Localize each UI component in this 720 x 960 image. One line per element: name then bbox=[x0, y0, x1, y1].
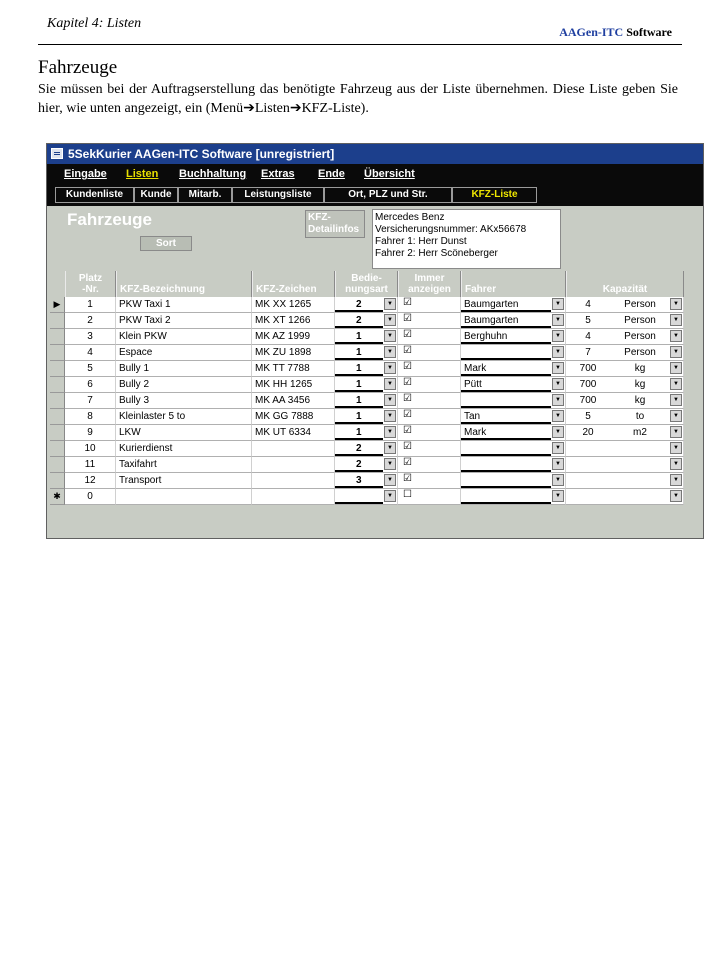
cell-kennzeichen[interactable] bbox=[252, 473, 335, 489]
chevron-down-icon[interactable]: ▼ bbox=[552, 458, 564, 470]
table-row[interactable] bbox=[50, 441, 698, 457]
einheit-value: kg bbox=[634, 363, 646, 374]
cell-fahrer[interactable] bbox=[461, 425, 566, 441]
select-underline bbox=[461, 358, 551, 360]
einheit-value: Person bbox=[624, 299, 656, 310]
select-underline bbox=[461, 486, 551, 488]
chevron-down-icon[interactable]: ▼ bbox=[670, 410, 682, 422]
chevron-down-icon[interactable]: ▼ bbox=[384, 314, 396, 326]
fahrer-value: Mark bbox=[464, 427, 487, 438]
cell-immer-anzeigen[interactable] bbox=[398, 473, 461, 489]
checkbox-checked-icon[interactable]: ☑ bbox=[403, 329, 412, 340]
sort-button[interactable]: Sort bbox=[140, 236, 192, 251]
select-underline bbox=[335, 374, 383, 376]
chevron-down-icon[interactable]: ▼ bbox=[670, 394, 682, 406]
select-underline bbox=[461, 374, 551, 376]
select-underline bbox=[461, 326, 551, 328]
row-selector[interactable] bbox=[50, 377, 65, 393]
cell-kennzeichen[interactable] bbox=[252, 441, 335, 457]
cell-kapazitaet[interactable] bbox=[566, 409, 684, 425]
chevron-down-icon[interactable]: ▼ bbox=[670, 474, 682, 486]
bedienungsart-value: 1 bbox=[356, 347, 362, 358]
vehicle-grid bbox=[50, 297, 698, 505]
row-selector[interactable] bbox=[50, 393, 65, 409]
cell-kennzeichen[interactable]: MK XX 1265 bbox=[252, 297, 335, 313]
checkbox-checked-icon[interactable]: ☑ bbox=[403, 377, 412, 388]
window-title: 5SekKurier AAGen-ITC Software [unregistriert] bbox=[68, 147, 335, 161]
bedienungsart-value: 1 bbox=[356, 331, 362, 342]
detail-line: Fahrer 2: Herr Scöneberger bbox=[375, 248, 498, 259]
chevron-down-icon[interactable]: ▼ bbox=[384, 362, 396, 374]
cell-fahrer[interactable] bbox=[461, 489, 566, 505]
cell-bezeichnung[interactable]: PKW Taxi 1 bbox=[116, 297, 252, 313]
cell-immer-anzeigen[interactable] bbox=[398, 425, 461, 441]
cell-kapazitaet[interactable] bbox=[566, 441, 684, 457]
cell-platz[interactable]: 12 bbox=[65, 473, 116, 489]
cell-bedienungsart[interactable] bbox=[335, 329, 398, 345]
cell-bedienungsart[interactable] bbox=[335, 409, 398, 425]
cell-platz[interactable]: 8 bbox=[65, 409, 116, 425]
cell-platz[interactable]: 0 bbox=[65, 489, 116, 505]
bedienungsart-value: 3 bbox=[356, 475, 362, 486]
cell-kennzeichen[interactable]: MK XT 1266 bbox=[252, 313, 335, 329]
chevron-down-icon[interactable]: ▼ bbox=[670, 362, 682, 374]
cell-platz[interactable]: 11 bbox=[65, 457, 116, 473]
fahrer-value: Mark bbox=[464, 363, 487, 374]
chevron-down-icon[interactable]: ▼ bbox=[384, 410, 396, 422]
cell-fahrer[interactable] bbox=[461, 473, 566, 489]
cell-immer-anzeigen[interactable] bbox=[398, 361, 461, 377]
cell-bezeichnung[interactable]: Taxifahrt bbox=[116, 457, 252, 473]
select-underline bbox=[335, 358, 383, 360]
cell-bezeichnung[interactable]: Klein PKW bbox=[116, 329, 252, 345]
column-header-4[interactable]: Immer anzeigen bbox=[398, 271, 461, 297]
checkbox-checked-icon[interactable]: ☑ bbox=[403, 425, 412, 436]
menu-0[interactable]: Eingabe bbox=[64, 168, 107, 180]
column-header-1[interactable]: KFZ-Bezeichnung bbox=[116, 271, 252, 297]
cell-kapazitaet[interactable] bbox=[566, 489, 684, 505]
table-row[interactable] bbox=[50, 425, 698, 441]
cell-platz[interactable]: 1 bbox=[65, 297, 116, 313]
app-icon[interactable] bbox=[51, 148, 63, 159]
tab-5[interactable]: KFZ-Liste bbox=[452, 187, 537, 203]
kapazitaet-value: 5 bbox=[585, 411, 591, 422]
menu-5[interactable]: Übersicht bbox=[364, 168, 415, 180]
chevron-down-icon[interactable]: ▼ bbox=[552, 314, 564, 326]
cell-kapazitaet[interactable] bbox=[566, 393, 684, 409]
einheit-value: Person bbox=[624, 315, 656, 326]
kapazitaet-value: 4 bbox=[585, 331, 591, 342]
cell-kapazitaet[interactable] bbox=[566, 313, 684, 329]
chevron-down-icon[interactable]: ▼ bbox=[670, 314, 682, 326]
tab-0[interactable]: Kundenliste bbox=[55, 187, 134, 203]
kfz-form bbox=[47, 206, 703, 538]
fahrer-value: Baumgarten bbox=[464, 315, 519, 326]
kapazitaet-value: 700 bbox=[579, 379, 597, 390]
cell-platz[interactable]: 6 bbox=[65, 377, 116, 393]
cell-immer-anzeigen[interactable] bbox=[398, 345, 461, 361]
select-underline bbox=[335, 454, 383, 456]
row-selector[interactable] bbox=[50, 345, 65, 361]
chevron-down-icon[interactable]: ▼ bbox=[384, 330, 396, 342]
cell-immer-anzeigen[interactable] bbox=[398, 457, 461, 473]
table-row[interactable] bbox=[50, 393, 698, 409]
intro-paragraph bbox=[38, 80, 678, 118]
cell-bedienungsart[interactable] bbox=[335, 425, 398, 441]
brand-name: AAGen-ITC bbox=[559, 25, 624, 39]
row-selector[interactable]: ✱ bbox=[50, 489, 65, 505]
brand-software: Software bbox=[626, 25, 672, 39]
chapter-header: Kapitel 4: Listen bbox=[47, 16, 142, 31]
section-title: Fahrzeuge bbox=[38, 57, 118, 78]
row-selector[interactable] bbox=[50, 329, 65, 345]
chevron-down-icon[interactable]: ▼ bbox=[552, 442, 564, 454]
cell-fahrer[interactable] bbox=[461, 345, 566, 361]
chevron-down-icon[interactable]: ▼ bbox=[670, 490, 682, 502]
row-selector[interactable] bbox=[50, 361, 65, 377]
kapazitaet-value: 5 bbox=[585, 315, 591, 326]
bedienungsart-value: 2 bbox=[356, 315, 362, 326]
cell-bedienungsart[interactable] bbox=[335, 377, 398, 393]
fahrer-value: Baumgarten bbox=[464, 299, 519, 310]
column-header-2[interactable]: KFZ-Zeichen bbox=[252, 271, 335, 297]
column-header-0[interactable]: Platz -Nr. bbox=[65, 271, 116, 297]
select-underline bbox=[461, 422, 551, 424]
table-row[interactable] bbox=[50, 409, 698, 425]
checkbox-checked-icon[interactable]: ☑ bbox=[403, 409, 412, 420]
cell-kapazitaet[interactable] bbox=[566, 377, 684, 393]
row-selector[interactable]: ▶ bbox=[50, 297, 65, 313]
fahrer-value: Pütt bbox=[464, 379, 482, 390]
chevron-down-icon[interactable]: ▼ bbox=[552, 394, 564, 406]
cell-platz[interactable]: 10 bbox=[65, 441, 116, 457]
kapazitaet-value: 4 bbox=[585, 299, 591, 310]
cell-fahrer[interactable] bbox=[461, 441, 566, 457]
select-underline bbox=[335, 470, 383, 472]
window-titlebar[interactable] bbox=[47, 144, 703, 164]
einheit-value: kg bbox=[634, 395, 646, 406]
table-row[interactable] bbox=[50, 377, 698, 393]
chevron-down-icon[interactable]: ▼ bbox=[384, 458, 396, 470]
einheit-value: Person bbox=[624, 331, 656, 342]
fahrer-value: Berghuhn bbox=[464, 331, 508, 342]
cell-bezeichnung[interactable]: LKW bbox=[116, 425, 252, 441]
cell-kapazitaet[interactable] bbox=[566, 425, 684, 441]
cell-bedienungsart[interactable] bbox=[335, 489, 398, 505]
arrow-right-icon: ➔ bbox=[289, 101, 302, 116]
chevron-down-icon[interactable]: ▼ bbox=[552, 426, 564, 438]
cell-immer-anzeigen[interactable] bbox=[398, 441, 461, 457]
menu-4[interactable]: Ende bbox=[318, 168, 345, 180]
cell-bedienungsart[interactable] bbox=[335, 361, 398, 377]
bedienungsart-value: 1 bbox=[356, 411, 362, 422]
detail-info-box[interactable] bbox=[372, 209, 561, 269]
row-selector[interactable] bbox=[50, 409, 65, 425]
cell-bedienungsart[interactable] bbox=[335, 345, 398, 361]
chevron-down-icon[interactable]: ▼ bbox=[552, 362, 564, 374]
select-underline bbox=[335, 326, 383, 328]
tab-3[interactable]: Leistungsliste bbox=[232, 187, 324, 203]
select-underline bbox=[335, 406, 383, 408]
detail-line: Mercedes Benz bbox=[375, 212, 445, 223]
cell-bezeichnung[interactable]: Transport bbox=[116, 473, 252, 489]
chevron-down-icon[interactable]: ▼ bbox=[670, 330, 682, 342]
chevron-down-icon[interactable]: ▼ bbox=[384, 394, 396, 406]
select-underline bbox=[461, 438, 551, 440]
cell-kennzeichen[interactable]: MK ZU 1898 bbox=[252, 345, 335, 361]
cell-platz[interactable]: 9 bbox=[65, 425, 116, 441]
select-underline bbox=[335, 390, 383, 392]
app-window bbox=[46, 143, 704, 539]
chevron-down-icon[interactable]: ▼ bbox=[384, 378, 396, 390]
cell-kennzeichen[interactable] bbox=[252, 457, 335, 473]
cell-fahrer[interactable] bbox=[461, 361, 566, 377]
cell-bezeichnung[interactable]: Bully 3 bbox=[116, 393, 252, 409]
cell-kapazitaet[interactable] bbox=[566, 361, 684, 377]
cell-platz[interactable]: 7 bbox=[65, 393, 116, 409]
chevron-down-icon[interactable]: ▼ bbox=[552, 378, 564, 390]
fahrer-value: Tan bbox=[464, 411, 481, 422]
checkbox-checked-icon[interactable]: ☑ bbox=[403, 457, 412, 468]
chevron-down-icon[interactable]: ▼ bbox=[384, 346, 396, 358]
detail-line: Versicherungsnummer: AKx56678 bbox=[375, 224, 527, 235]
cell-fahrer[interactable] bbox=[461, 329, 566, 345]
cell-fahrer[interactable] bbox=[461, 409, 566, 425]
select-underline bbox=[461, 342, 551, 344]
chevron-down-icon[interactable]: ▼ bbox=[552, 410, 564, 422]
column-header-6[interactable]: Kapazität bbox=[566, 271, 684, 297]
chevron-down-icon[interactable]: ▼ bbox=[670, 426, 682, 438]
cell-immer-anzeigen[interactable] bbox=[398, 393, 461, 409]
select-underline bbox=[461, 502, 551, 504]
chevron-down-icon[interactable]: ▼ bbox=[552, 490, 564, 502]
select-underline bbox=[335, 486, 383, 488]
cell-bezeichnung[interactable] bbox=[116, 489, 252, 505]
tab-2[interactable]: Mitarb. bbox=[178, 187, 232, 203]
cell-kennzeichen[interactable]: MK TT 7788 bbox=[252, 361, 335, 377]
cell-immer-anzeigen[interactable] bbox=[398, 489, 461, 505]
form-title: Fahrzeuge bbox=[67, 210, 153, 229]
select-underline bbox=[335, 422, 383, 424]
checkbox-checked-icon[interactable]: ☑ bbox=[403, 473, 412, 484]
checkbox-checked-icon[interactable]: ☑ bbox=[403, 441, 412, 452]
bedienungsart-value: 1 bbox=[356, 395, 362, 406]
cell-immer-anzeigen[interactable] bbox=[398, 297, 461, 313]
checkbox-empty-icon[interactable]: ☐ bbox=[403, 489, 412, 500]
table-row[interactable] bbox=[50, 345, 698, 361]
chevron-down-icon[interactable]: ▼ bbox=[384, 490, 396, 502]
kapazitaet-value: 20 bbox=[582, 427, 594, 438]
menu-3[interactable]: Extras bbox=[261, 168, 295, 180]
cell-immer-anzeigen[interactable] bbox=[398, 329, 461, 345]
cell-bezeichnung[interactable]: Bully 1 bbox=[116, 361, 252, 377]
cell-bezeichnung[interactable]: Kurierdienst bbox=[116, 441, 252, 457]
bedienungsart-value: 2 bbox=[356, 443, 362, 454]
kapazitaet-value: 700 bbox=[579, 363, 597, 374]
cell-kennzeichen[interactable]: MK AZ 1999 bbox=[252, 329, 335, 345]
cell-immer-anzeigen[interactable] bbox=[398, 409, 461, 425]
column-header-5[interactable]: Fahrer bbox=[461, 271, 566, 297]
header-divider bbox=[38, 44, 682, 45]
cell-bedienungsart[interactable] bbox=[335, 473, 398, 489]
menu-2[interactable]: Buchhaltung bbox=[179, 168, 247, 180]
select-underline bbox=[335, 502, 383, 504]
checkbox-checked-icon[interactable]: ☑ bbox=[403, 297, 412, 308]
cell-fahrer[interactable] bbox=[461, 313, 566, 329]
table-row[interactable] bbox=[50, 361, 698, 377]
chevron-down-icon[interactable]: ▼ bbox=[384, 298, 396, 310]
cell-bezeichnung[interactable]: Bully 2 bbox=[116, 377, 252, 393]
chevron-down-icon[interactable]: ▼ bbox=[552, 346, 564, 358]
cell-kapazitaet[interactable] bbox=[566, 329, 684, 345]
cell-platz[interactable]: 5 bbox=[65, 361, 116, 377]
cell-bedienungsart[interactable] bbox=[335, 457, 398, 473]
cell-bezeichnung[interactable]: Kleinlaster 5 to bbox=[116, 409, 252, 425]
cell-kennzeichen[interactable]: MK UT 6334 bbox=[252, 425, 335, 441]
table-row[interactable] bbox=[50, 473, 698, 489]
einheit-value: Person bbox=[624, 347, 656, 358]
chevron-down-icon[interactable]: ▼ bbox=[384, 474, 396, 486]
cell-platz[interactable]: 2 bbox=[65, 313, 116, 329]
cell-fahrer[interactable] bbox=[461, 297, 566, 313]
bedienungsart-value: 2 bbox=[356, 299, 362, 310]
cell-bezeichnung[interactable]: Espace bbox=[116, 345, 252, 361]
detail-line: Fahrer 1: Herr Dunst bbox=[375, 236, 467, 247]
cell-bedienungsart[interactable] bbox=[335, 313, 398, 329]
table-row[interactable] bbox=[50, 313, 698, 329]
table-row[interactable] bbox=[50, 297, 698, 313]
checkbox-checked-icon[interactable]: ☑ bbox=[403, 313, 412, 324]
einheit-value: m2 bbox=[633, 427, 647, 438]
einheit-value: to bbox=[635, 411, 645, 422]
cell-immer-anzeigen[interactable] bbox=[398, 313, 461, 329]
cell-kennzeichen[interactable]: MK AA 3456 bbox=[252, 393, 335, 409]
cell-bezeichnung[interactable]: PKW Taxi 2 bbox=[116, 313, 252, 329]
select-underline bbox=[335, 310, 383, 312]
cell-bedienungsart[interactable] bbox=[335, 297, 398, 313]
select-underline bbox=[461, 454, 551, 456]
brand-header bbox=[559, 25, 672, 40]
row-selector[interactable] bbox=[50, 457, 65, 473]
row-selector[interactable] bbox=[50, 425, 65, 441]
para-menu-kfz: KFZ-Liste). bbox=[301, 101, 369, 116]
tab-4[interactable]: Ort, PLZ und Str. bbox=[324, 187, 452, 203]
cell-platz[interactable]: 4 bbox=[65, 345, 116, 361]
cell-kennzeichen[interactable]: MK GG 7888 bbox=[252, 409, 335, 425]
row-selector[interactable] bbox=[50, 473, 65, 489]
table-row[interactable] bbox=[50, 457, 698, 473]
cell-immer-anzeigen[interactable] bbox=[398, 377, 461, 393]
cell-kapazitaet[interactable] bbox=[566, 297, 684, 313]
cell-kapazitaet[interactable] bbox=[566, 473, 684, 489]
arrow-right-icon: ➔ bbox=[243, 101, 255, 116]
bedienungsart-value: 2 bbox=[356, 459, 362, 470]
row-selector[interactable] bbox=[50, 313, 65, 329]
chevron-down-icon[interactable]: ▼ bbox=[670, 442, 682, 454]
kapazitaet-value: 700 bbox=[579, 395, 597, 406]
cell-fahrer[interactable] bbox=[461, 377, 566, 393]
einheit-value: kg bbox=[634, 379, 646, 390]
chevron-down-icon[interactable]: ▼ bbox=[552, 474, 564, 486]
checkbox-checked-icon[interactable]: ☑ bbox=[403, 361, 412, 372]
select-underline bbox=[461, 390, 551, 392]
chevron-down-icon[interactable]: ▼ bbox=[670, 378, 682, 390]
para-menu-listen: Listen bbox=[254, 101, 290, 116]
chevron-down-icon[interactable]: ▼ bbox=[670, 346, 682, 358]
cell-bedienungsart[interactable] bbox=[335, 393, 398, 409]
cell-kennzeichen[interactable]: MK HH 1265 bbox=[252, 377, 335, 393]
cell-fahrer[interactable] bbox=[461, 457, 566, 473]
column-header-3[interactable]: Bedie- nungsart bbox=[335, 271, 398, 297]
table-row[interactable] bbox=[50, 489, 698, 505]
bedienungsart-value: 1 bbox=[356, 427, 362, 438]
bedienungsart-value: 1 bbox=[356, 379, 362, 390]
row-selector[interactable] bbox=[50, 441, 65, 457]
kapazitaet-value: 7 bbox=[585, 347, 591, 358]
chevron-down-icon[interactable]: ▼ bbox=[384, 442, 396, 454]
tab-1[interactable]: Kunde bbox=[134, 187, 178, 203]
cell-kapazitaet[interactable] bbox=[566, 345, 684, 361]
cell-kapazitaet[interactable] bbox=[566, 457, 684, 473]
cell-fahrer[interactable] bbox=[461, 393, 566, 409]
cell-kennzeichen[interactable] bbox=[252, 489, 335, 505]
chevron-down-icon[interactable]: ▼ bbox=[670, 298, 682, 310]
menu-1[interactable]: Listen bbox=[126, 168, 159, 180]
chevron-down-icon[interactable]: ▼ bbox=[384, 426, 396, 438]
chevron-down-icon[interactable]: ▼ bbox=[552, 330, 564, 342]
chevron-down-icon[interactable]: ▼ bbox=[670, 458, 682, 470]
checkbox-checked-icon[interactable]: ☑ bbox=[403, 345, 412, 356]
chevron-down-icon[interactable]: ▼ bbox=[552, 298, 564, 310]
menubar bbox=[47, 164, 703, 206]
bedienungsart-value: 1 bbox=[356, 363, 362, 374]
select-underline bbox=[461, 310, 551, 312]
cell-bedienungsart[interactable] bbox=[335, 441, 398, 457]
select-underline bbox=[461, 470, 551, 472]
para-text: Sie müssen bei der Auftragserstellung das benötigte Fahrzeug aus der Liste übernehmen. Diese Liste geben Sie hier, wie unten angezeigt, ein (Menü bbox=[38, 82, 678, 116]
cell-platz[interactable]: 3 bbox=[65, 329, 116, 345]
checkbox-checked-icon[interactable]: ☑ bbox=[403, 393, 412, 404]
table-row[interactable] bbox=[50, 329, 698, 345]
select-underline bbox=[461, 406, 551, 408]
detail-label: KFZ- Detailinfos bbox=[305, 210, 365, 238]
select-underline bbox=[335, 438, 383, 440]
select-underline bbox=[335, 342, 383, 344]
